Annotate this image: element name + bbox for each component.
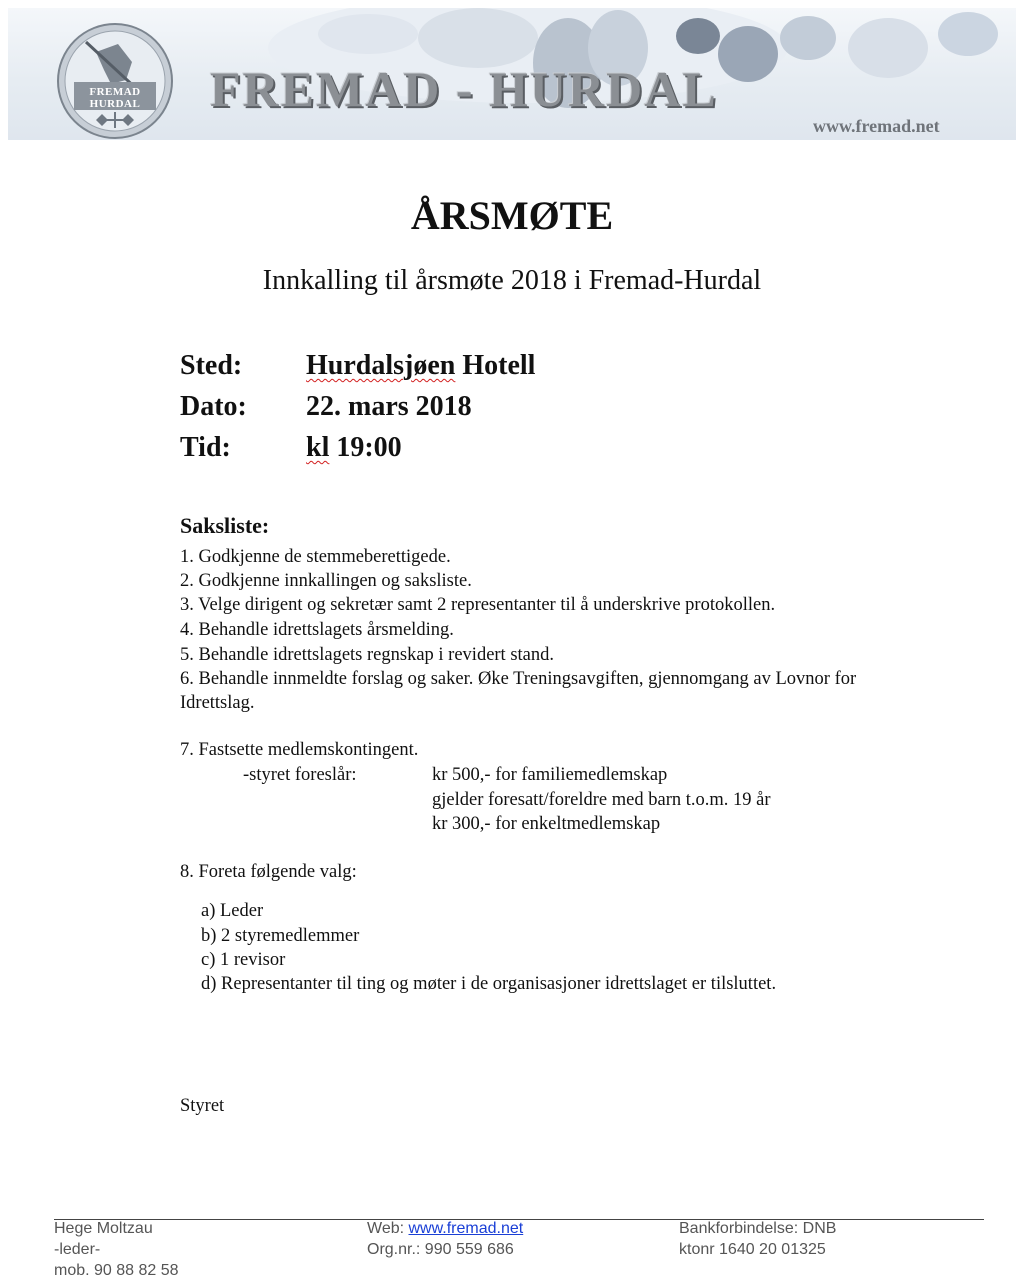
logo-text-line2: HURDAL <box>89 98 141 110</box>
logo-text-line1: FREMAD <box>89 86 141 98</box>
detail-label: Sted: <box>180 350 243 381</box>
fee-proposal-label: -styret foreslår: <box>243 765 357 785</box>
fee-line: gjelder foresatt/foreldre med barn t.o.m. 19 år <box>432 790 771 810</box>
election-item: a) Leder <box>201 901 264 921</box>
detail-value-rest: Hotell <box>455 350 536 381</box>
footer-web-label: Web: <box>367 1220 409 1237</box>
fee-line: kr 500,- for familiemedlemskap <box>432 765 668 785</box>
footer-contact-name: Hege Moltzau <box>54 1220 153 1237</box>
detail-label: Tid: <box>180 432 231 463</box>
banner-title: FREMAD - HURDAL <box>210 61 718 117</box>
detail-value <box>306 350 535 382</box>
club-logo <box>56 22 174 140</box>
agenda-item: Idrettslag. <box>180 693 255 713</box>
agenda-item: 5. Behandle idrettslagets regnskap i revidert stand. <box>180 645 555 665</box>
election-item: d) Representanter til ting og møter i de organisasjoner idrettslaget er tilsluttet. <box>201 974 777 994</box>
detail-value <box>306 432 402 464</box>
footer-contact-role: -leder- <box>54 1241 101 1258</box>
agenda-item: 4. Behandle idrettslagets årsmelding. <box>180 620 454 640</box>
agenda-item: 3. Velge dirigent og sekretær samt 2 representanter til å underskrive protokollen. <box>180 595 776 615</box>
agenda-item: 8. Foreta følgende valg: <box>180 862 357 882</box>
agenda-item: 1. Godkjenne de stemmeberettigede. <box>180 547 451 567</box>
detail-value-rest: 19:00 <box>329 432 402 463</box>
footer-web-link[interactable]: www.fremad.net <box>408 1220 524 1237</box>
agenda-heading: Saksliste: <box>180 513 270 538</box>
document-title: ÅRSMØTE <box>410 193 614 238</box>
detail-label: Dato: <box>180 391 247 422</box>
logo-emblem-icon <box>56 22 174 140</box>
agenda-item: 2. Godkjenne innkallingen og saksliste. <box>180 571 472 591</box>
header-banner <box>8 8 1016 140</box>
spellcheck-word: Hurdalsjøen <box>306 350 456 381</box>
footer-contact-phone: mob. 90 88 82 58 <box>54 1262 179 1279</box>
election-item: b) 2 styremedlemmer <box>201 926 360 946</box>
footer-bank: Bankforbindelse: DNB <box>679 1220 837 1237</box>
footer-web <box>367 1220 523 1238</box>
fee-line: kr 300,- for enkeltmedlemskap <box>432 814 661 834</box>
signature: Styret <box>180 1096 225 1116</box>
banner-url: www.fremad.net <box>813 116 940 136</box>
agenda-item: 6. Behandle innmeldte forslag og saker. Øke Treningsavgiften, gjennomgang av Lovnor for <box>180 669 857 689</box>
spellcheck-word: kl <box>306 432 330 463</box>
footer-account-number: ktonr 1640 20 01325 <box>679 1241 826 1258</box>
footer-org-number: Org.nr.: 990 559 686 <box>367 1241 514 1258</box>
election-item: c) 1 revisor <box>201 950 286 970</box>
document-subtitle: Innkalling til årsmøte 2018 i Fremad-Hurdal <box>262 265 762 296</box>
detail-value: 22. mars 2018 <box>306 391 472 422</box>
agenda-item: 7. Fastsette medlemskontingent. <box>180 740 419 760</box>
